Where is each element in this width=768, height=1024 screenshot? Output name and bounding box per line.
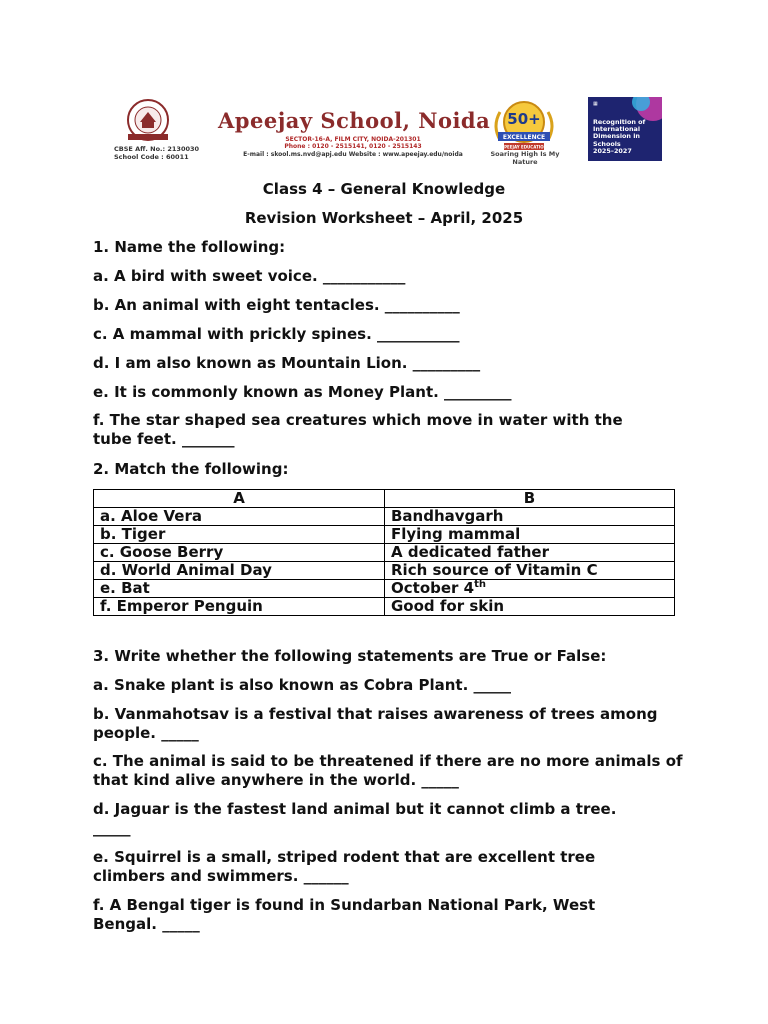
q1-item-c: c. A mammal with prickly spines. ___________ xyxy=(93,325,460,343)
q1-item-e: e. It is commonly known as Money Plant. _________ xyxy=(93,383,512,401)
school-name: Apeejay School, Noida xyxy=(218,108,491,133)
date-text: October 4 xyxy=(391,579,475,597)
address-line: SECTOR-16-A, FILM CITY, NOIDA-201301 xyxy=(285,136,421,143)
ordinal-suffix: th xyxy=(474,579,486,590)
column-b-cell: A dedicated father xyxy=(385,544,675,562)
column-a-cell: e. Bat xyxy=(94,580,385,598)
q3-item-b: b. Vanmahotsav is a festival that raises awareness of trees among people. _____ xyxy=(93,705,658,742)
column-a-cell: b. Tiger xyxy=(94,526,385,544)
school-code: School Code : 60011 xyxy=(114,152,189,161)
q1-item-a: a. A bird with sweet voice. ___________ xyxy=(93,267,406,285)
column-b-cell: Flying mammal xyxy=(385,526,675,544)
table-row xyxy=(94,544,675,562)
table-row xyxy=(94,508,675,526)
column-b-cell: Bandhavgarh xyxy=(385,508,675,526)
column-b-cell xyxy=(385,580,675,598)
q3-heading: 3. Write whether the following statements are True or False: xyxy=(93,647,607,665)
affiliation-info xyxy=(114,146,199,161)
badge-number: 50+ xyxy=(507,110,541,128)
q3-item-f: f. A Bengal tiger is found in Sundarban National Park, West Bengal. _____ xyxy=(93,896,596,933)
column-a-cell: f. Emperor Penguin xyxy=(94,598,385,616)
q1-heading: 1. Name the following: xyxy=(93,238,286,256)
q2-heading: 2. Match the following: xyxy=(93,460,289,478)
column-b-cell: Rich source of Vitamin C xyxy=(385,562,675,580)
badge-sub: APEEJAY EDUCATION xyxy=(501,144,547,150)
recognition-text: Recognition of International Dimension in Schools 2025–2027 xyxy=(593,118,646,155)
badge-label: EXCELLENCE xyxy=(502,134,546,141)
q1-item-f: f. The star shaped sea creatures which move in water with the tube feet. _______ xyxy=(93,411,623,448)
column-a-cell: d. World Animal Day xyxy=(94,562,385,580)
column-b-cell: Good for skin xyxy=(385,598,675,616)
column-a-header: A xyxy=(94,490,385,508)
international-dimension-logo xyxy=(588,97,662,161)
british-council-icon: ▦ xyxy=(593,101,598,107)
q3-item-a: a. Snake plant is also known as Cobra Plant. _____ xyxy=(93,676,512,694)
worksheet-title: Class 4 – General Knowledge xyxy=(262,180,506,198)
affiliation-number: CBSE Aff. No.: 2130030 xyxy=(114,145,200,153)
table-header-row xyxy=(94,490,675,508)
school-crest-logo xyxy=(118,98,178,142)
table-row xyxy=(94,580,675,598)
contact-line: E-mail : skool.ms.nvd@apj.edu Website : www.apeejay.edu/noida xyxy=(243,150,463,158)
phone-line: Phone : 0120 - 2515141, 0120 - 2515143 xyxy=(284,143,422,151)
match-table xyxy=(93,489,675,616)
table-row xyxy=(94,526,675,544)
worksheet-subtitle: Revision Worksheet – April, 2025 xyxy=(244,209,524,227)
q1-item-b: b. An animal with eight tentacles. __________ xyxy=(93,296,460,314)
table-row xyxy=(94,562,675,580)
fifty-years-excellence-badge xyxy=(484,96,564,156)
q3-item-d: d. Jaguar is the fastest land animal but it cannot climb a tree. _____ xyxy=(93,800,617,837)
q3-item-c: c. The animal is said to be threatened if there are no more animals of that kind alive anywhere in the world. _____ xyxy=(93,752,683,789)
column-b-header: B xyxy=(385,490,675,508)
q1-item-d: d. I am also known as Mountain Lion. _________ xyxy=(93,354,481,372)
column-a-cell: c. Goose Berry xyxy=(94,544,385,562)
table-row xyxy=(94,598,675,616)
school-address xyxy=(228,136,478,158)
q3-item-e: e. Squirrel is a small, striped rodent that are excellent tree climbers and swimmers. ______ xyxy=(93,848,596,885)
column-a-cell: a. Aloe Vera xyxy=(94,508,385,526)
letterhead xyxy=(96,96,676,164)
school-tagline: Soaring High Is My Nature xyxy=(490,150,560,166)
